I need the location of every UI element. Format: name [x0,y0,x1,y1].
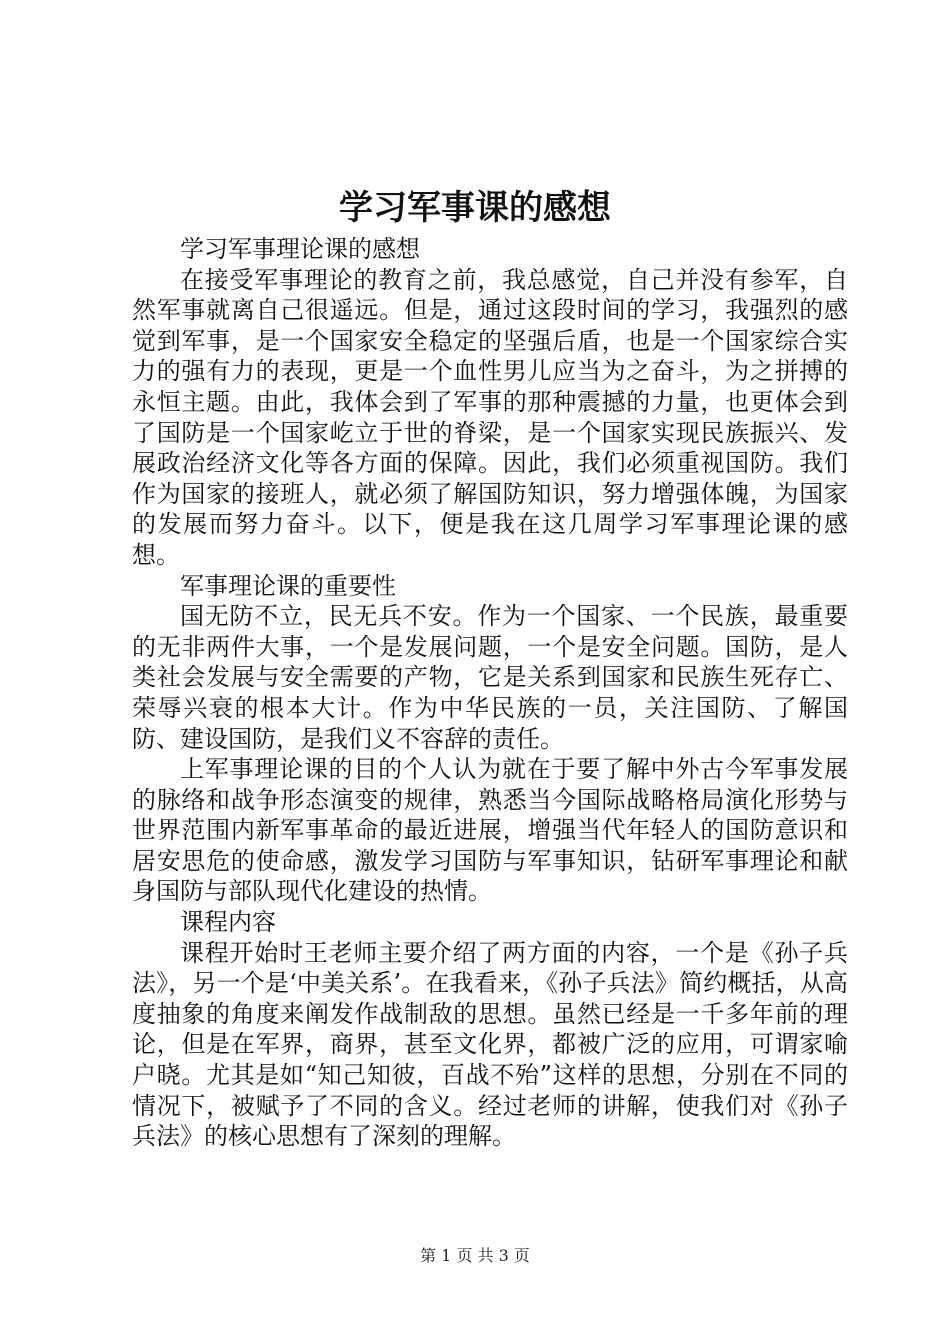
section-heading: 学习军事理论课的感想 [180,235,420,263]
section-heading: 军事理论课的重要性 [180,571,396,600]
body-paragraph: 课程开始时王老师主要介绍了两方面的内容，一个是《孙子兵法》，另一个是‘中美关系’。在我看来，《孙子兵法》简约概括，从高度抽象的角度来阐发作战制敌的思想。虽然已经是一千多年前的理论，但是在军界，商界，甚至文化界，都被广泛的应用，可谓家喻户晓。尤其是如“知己知彼，百战不殆”这样的思想，分别在不同的情况下，被赋予了不同的含义。经过老师的讲解，使我们对《孙子兵法》的核心思想有了深刻的理解。 [132,938,848,1151]
section-heading: 课程内容 [180,908,276,937]
document-title: 学习军事课的感想 [339,188,611,228]
body-paragraph: 上军事理论课的目的个人认为就在于要了解中外古今军事发展的脉络和战争形态演变的规律，熟悉当今国际战略格局演化形势与世界范围内新军事革命的最近进展，增强当代年轻人的国防意识和居安思危的使命感，激发学习国防与军事知识，钻研军事理论和献身国防与部队现代化建设的热情。 [132,755,848,906]
body-paragraph: 在接受军事理论的教育之前，我总感觉，自己并没有参军，自然军事就离自己很遥远。但是，通过这段时间的学习，我强烈的感觉到军事，是一个国家安全稳定的坚强后盾，也是一个国家综合实力的强有力的表现，更是一个血性男儿应当为之奋斗，为之拼搏的永恒主题。由此，我体会到了军事的那种震撼的力量，也更体会到了国防是一个国家屹立于世的脊梁，是一个国家实现民族振兴、发展政治经济文化等各方面的保障。因此，我们必须重视国防。我们作为国家的接班人，就必须了解国防知识，努力增强体魄，为国家的发展而努力奋斗。以下，便是我在这几周学习军事理论课的感想。 [132,265,848,569]
body-paragraph: 国无防不立，民无兵不安。作为一个国家、一个民族，最重要的无非两件大事，一个是发展问题，一个是安全问题。国防，是人类社会发展与安全需要的产物，它是关系到国家和民族生死存亡、荣辱兴衰的根本大计。作为中华民族的一员，关注国防、了解国防、建设国防，是我们义不容辞的责任。 [132,602,848,753]
document-body [132,234,848,1152]
page-number-footer: 第 1 页 共 3 页 [420,1246,530,1265]
